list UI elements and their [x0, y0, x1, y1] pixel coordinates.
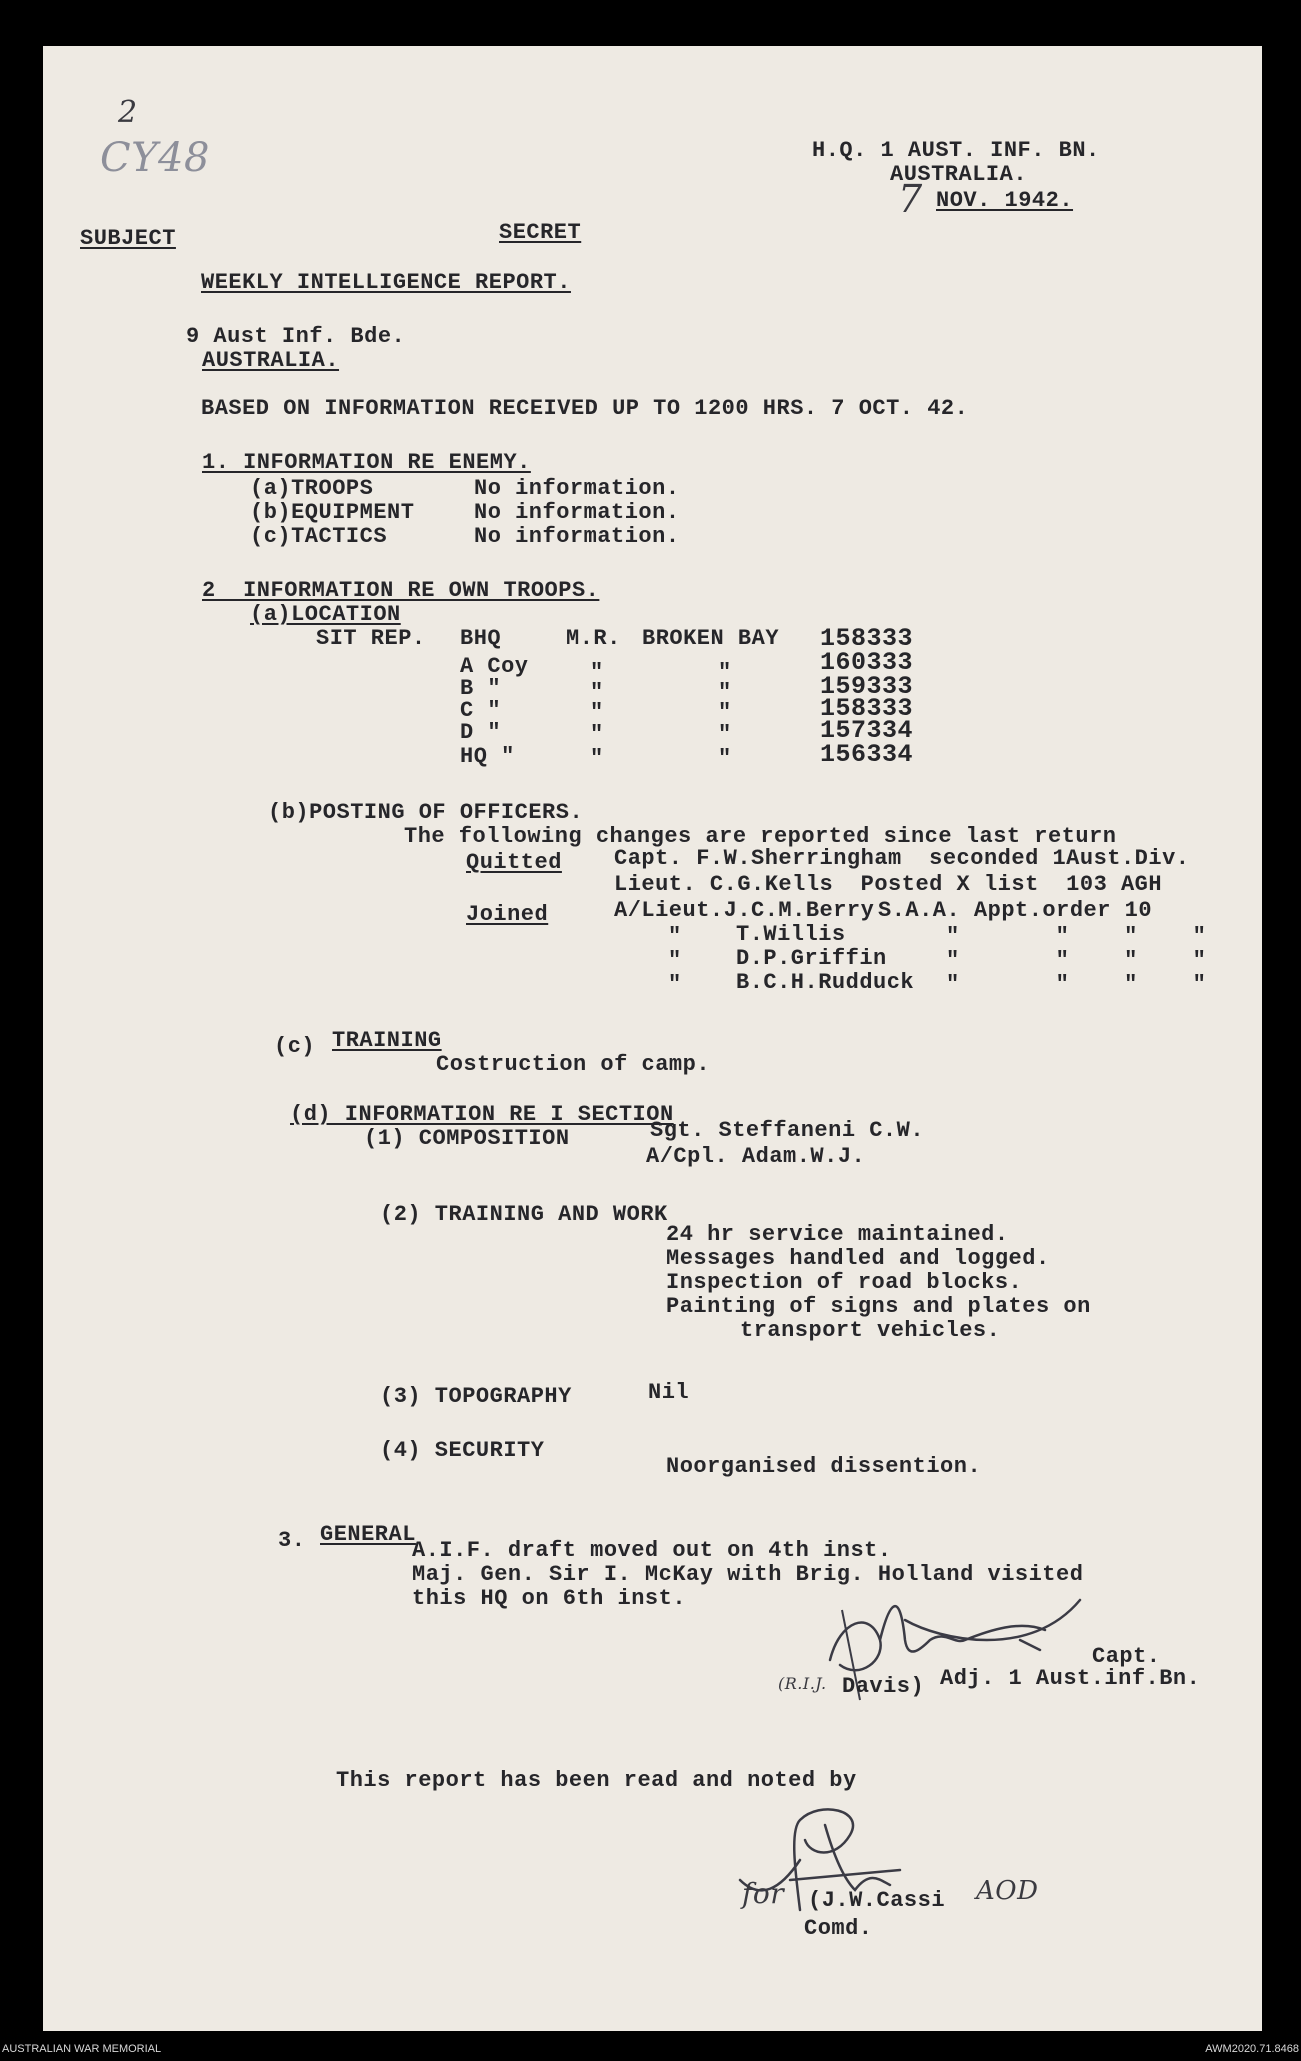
quitted-label: Quitted [466, 850, 562, 875]
joined-name: T.Willis [736, 922, 846, 947]
location-row-col2: M.R. [566, 626, 621, 651]
isection-heading: (d) INFORMATION RE I SECTION [290, 1102, 674, 1127]
training-work-item: Painting of signs and plates on [666, 1294, 1091, 1319]
signature2-role: Comd. [804, 1916, 873, 1941]
training-work-item: Inspection of road blocks. [666, 1270, 1023, 1295]
training-work-label: (2) TRAINING AND WORK [380, 1202, 668, 1227]
location-row-col3: BROKEN BAY [642, 626, 780, 651]
enemy-troops-value: No information. [474, 476, 680, 501]
information-basis: BASED ON INFORMATION RECEIVED UP TO 1200 HRS. 7 OCT. 42. [201, 396, 969, 421]
security-value: Noorganised dissention. [666, 1454, 982, 1479]
location-row-unit: A Coy [460, 654, 529, 679]
location-row-col2: " [590, 660, 604, 685]
joined-ditto: " [668, 948, 682, 973]
joined-name: D.P.Griffin [736, 946, 887, 971]
enemy-equipment-label: (b)EQUIPMENT [250, 500, 415, 525]
location-row-ref: 158333 [820, 694, 914, 723]
section2-heading: 2 INFORMATION RE OWN TROOPS. [202, 578, 600, 603]
training-text: Costruction of camp. [436, 1052, 711, 1077]
sitrep-label: SIT REP. [316, 626, 426, 651]
signature2-for: for [742, 1877, 785, 1910]
signature2-suffix: AOD [976, 1876, 1039, 1906]
location-row-col2: " [590, 746, 604, 771]
enemy-equipment-value: No information. [474, 500, 680, 525]
composition-entry: Sgt. Steffaneni C.W. [650, 1118, 925, 1143]
training-work-item: transport vehicles. [740, 1318, 1001, 1343]
topography-label: (3) TOPOGRAPHY [380, 1384, 572, 1409]
location-heading: (a)LOCATION [250, 602, 401, 627]
handwritten-page-number: 2 [118, 95, 138, 130]
footer-institution: AUSTRALIAN WAR MEMORIAL [2, 2043, 162, 2055]
enemy-troops-label: (a)TROOPS [250, 476, 374, 501]
joined-detail: " " " " [946, 924, 1207, 949]
training-work-item: 24 hr service maintained. [666, 1222, 1009, 1247]
location-row-ref: 160333 [820, 648, 914, 677]
training-heading: TRAINING [332, 1028, 442, 1053]
section1-heading: 1. INFORMATION RE ENEMY. [202, 450, 531, 475]
location-row-col2: " [590, 700, 604, 725]
section3-heading: GENERAL [320, 1522, 416, 1547]
composition-label: (1) COMPOSITION [364, 1126, 570, 1151]
location-row-col3: " [718, 746, 732, 771]
joined-name: B.C.H.Rudduck [736, 970, 915, 995]
enemy-tactics-label: (c)TACTICS [250, 524, 388, 549]
signature1-handwritten-initials: (R.I.J. [778, 1674, 827, 1693]
location-row-col3: " [718, 722, 732, 747]
signature1-name: Davis) [842, 1674, 925, 1699]
addressee-line-2: AUSTRALIA. [202, 348, 340, 373]
location-row-unit: BHQ [460, 626, 502, 651]
composition-entry: A/Cpl. Adam.W.J. [646, 1144, 866, 1169]
location-row-col2: " [590, 680, 604, 705]
general-line: this HQ on 6th inst. [412, 1586, 687, 1611]
joined-ditto: " [668, 924, 682, 949]
location-row-col3: " [718, 680, 732, 705]
postings-heading: (b)POSTING OF OFFICERS. [268, 800, 584, 825]
joined-detail: " " " " [946, 948, 1207, 973]
general-line: Maj. Gen. Sir I. McKay with Brig. Holland visited [412, 1562, 1084, 1587]
joined-detail: " " " " [946, 972, 1207, 997]
postings-intro: The following changes are reported since last return [404, 824, 1117, 849]
location-row-unit: B " [460, 676, 502, 701]
header-date: NOV. 1942. [936, 188, 1074, 213]
security-label: (4) SECURITY [380, 1438, 545, 1463]
topography-value: Nil [648, 1380, 690, 1405]
footer-accession: AWM2020.71.8468 [1205, 2043, 1299, 2055]
quitted-entry: Lieut. C.G.Kells Posted X list 103 AGH [614, 872, 1163, 897]
handwritten-reference-code: CY48 [100, 135, 210, 181]
signature1-title: Adj. 1 Aust.inf.Bn. [940, 1666, 1201, 1691]
subject-label: SUBJECT [80, 226, 176, 251]
location-row-ref: 158333 [820, 624, 914, 653]
general-line: A.I.F. draft moved out on 4th inst. [412, 1538, 892, 1563]
joined-label: Joined [466, 902, 549, 927]
handwritten-date-day: 7 [898, 177, 923, 221]
training-label: (c) [274, 1034, 316, 1059]
joined-detail: S.A.A. Appt.order 10 [878, 898, 1153, 923]
enemy-tactics-value: No information. [474, 524, 680, 549]
location-row-unit: D " [460, 720, 502, 745]
signature2-name: (J.W.Cassi [808, 1888, 946, 1913]
location-row-col3: " [718, 700, 732, 725]
location-row-col3: " [718, 660, 732, 685]
training-work-item: Messages handled and logged. [666, 1246, 1050, 1271]
location-row-col2: " [590, 722, 604, 747]
addressee-line-1: 9 Aust Inf. Bde. [186, 324, 406, 349]
section3-number: 3. [278, 1528, 306, 1553]
classification-label: SECRET [499, 220, 582, 245]
location-row-ref: 156334 [820, 740, 914, 769]
report-title: WEEKLY INTELLIGENCE REPORT. [201, 270, 571, 295]
joined-ditto: " [668, 972, 682, 997]
signature1-rank: Capt. [1092, 1644, 1161, 1669]
location-row-unit: C " [460, 698, 502, 723]
header-unit: H.Q. 1 AUST. INF. BN. [812, 138, 1100, 163]
quitted-entry: Capt. F.W.Sherringham seconded 1Aust.Div. [614, 846, 1190, 871]
joined-name: A/Lieut.J.C.M.Berry [614, 898, 875, 923]
location-row-ref: 157334 [820, 716, 914, 745]
header-place: AUSTRALIA. [890, 162, 1028, 187]
location-row-ref: 159333 [820, 672, 914, 701]
read-noted-line: This report has been read and noted by [336, 1768, 857, 1793]
location-row-unit: HQ " [460, 744, 515, 769]
